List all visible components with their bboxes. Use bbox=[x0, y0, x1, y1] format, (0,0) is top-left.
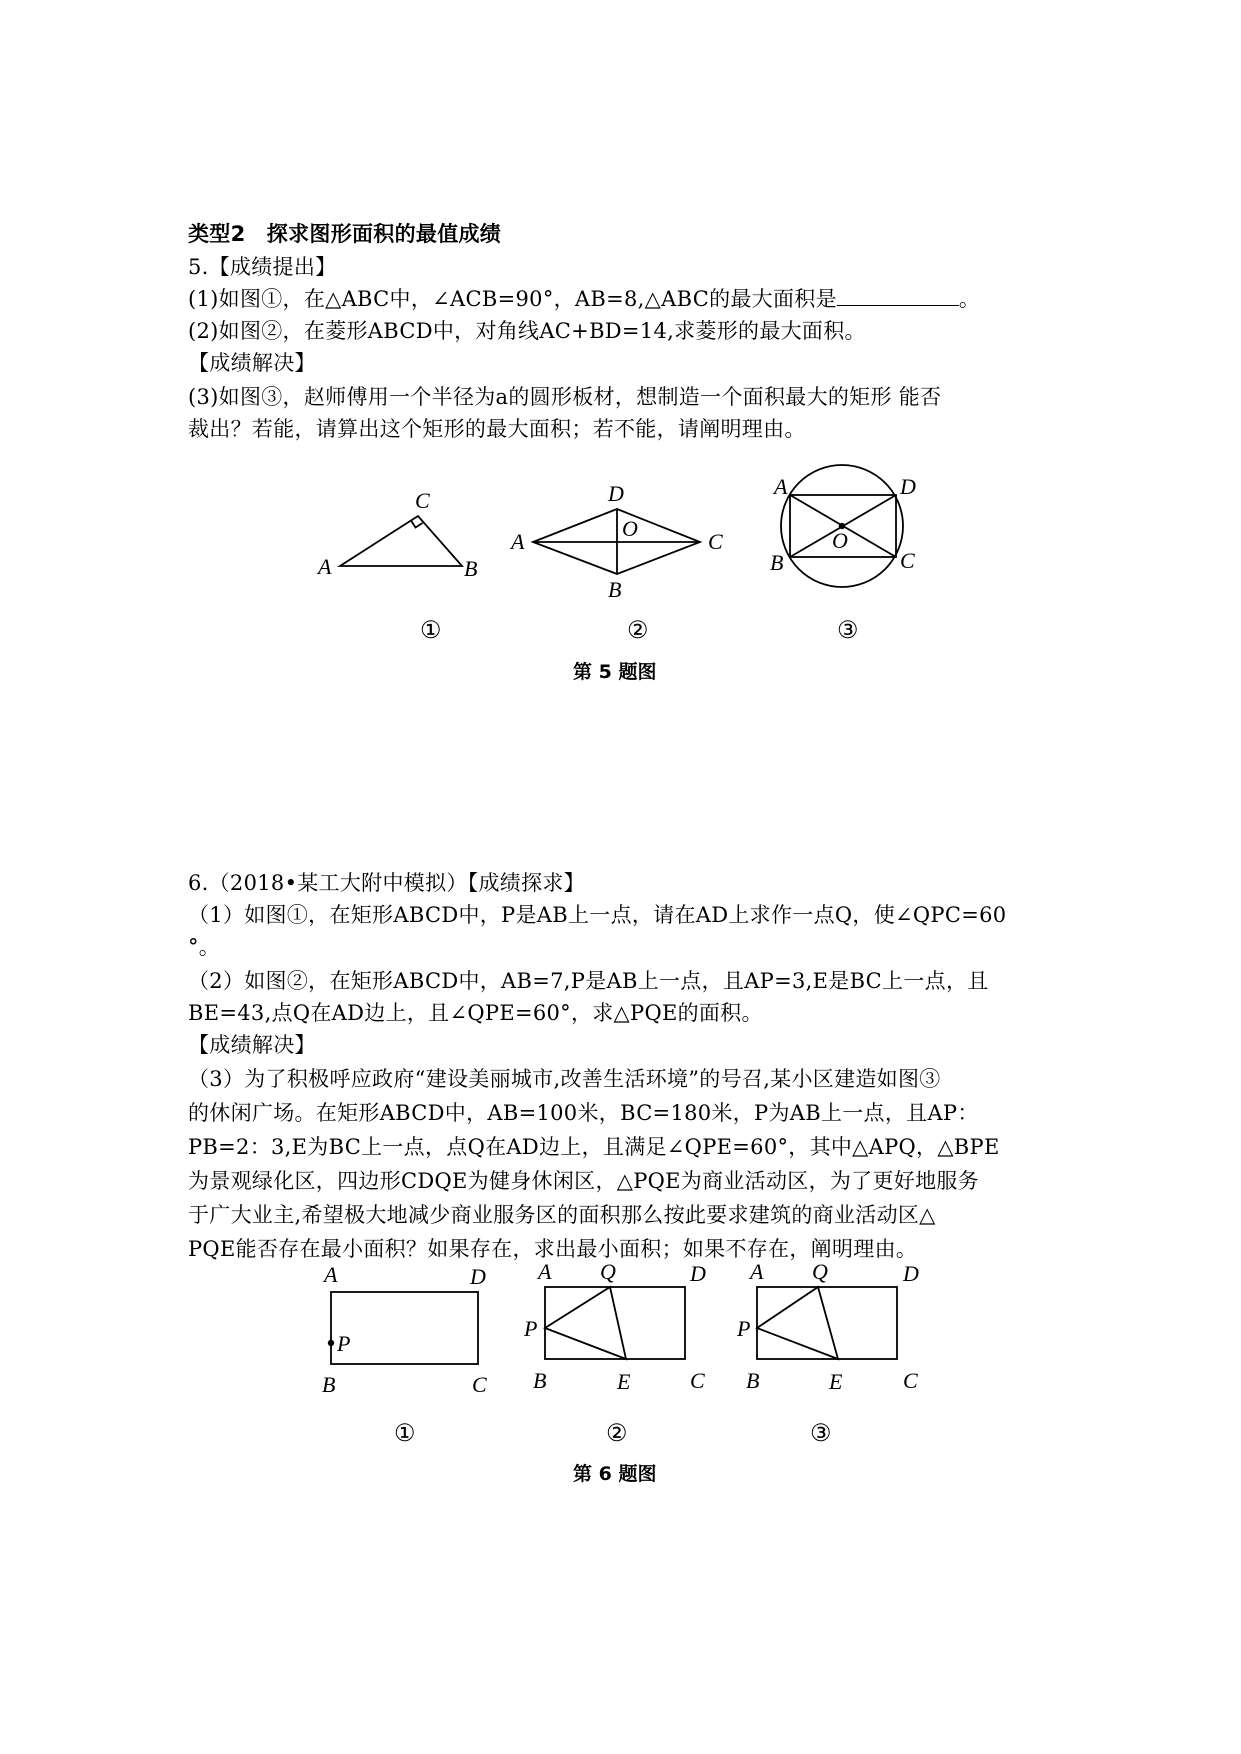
q6-f1-number: ① bbox=[394, 1421, 416, 1447]
q6-f3-label-e: E bbox=[829, 1369, 843, 1394]
q6-f3-label-q: Q bbox=[812, 1259, 828, 1284]
q5-f1-number: ① bbox=[420, 618, 442, 644]
q5-f2-label-o: O bbox=[622, 516, 638, 541]
q5-part1-text: (1)如图①，在△ABC中，∠ACB=90°，AB=8,△ABC的最大面积是 bbox=[188, 287, 837, 311]
q5-f3-label-d: D bbox=[900, 474, 916, 499]
q6-part1-line2: °。 bbox=[188, 935, 221, 959]
q6-caption: 第 6 题图 bbox=[573, 1463, 657, 1485]
q6-part2-line2: BE=43,点Q在AD边上，且∠QPE=60°，求△PQE的面积。 bbox=[188, 1001, 763, 1025]
q6-part3-line1: （3）为了积极呼应政府“建设美丽城市,改善生活环境”的号召,某小区建造如图③ bbox=[188, 1067, 941, 1091]
q6-part3-line6: PQE能否存在最小面积？如果存在，求出最小面积；如果不存在，阐明理由。 bbox=[188, 1237, 918, 1261]
q5-caption: 第 5 题图 bbox=[573, 661, 657, 683]
q6-f2-label-q: Q bbox=[600, 1259, 616, 1284]
q5-f1-label-c: C bbox=[415, 488, 430, 513]
q6-f3-label-a: A bbox=[750, 1259, 764, 1284]
q6-part3-line2: 的休闲广场。在矩形ABCD中，AB=100米，BC=180米，P为AB上一点，且AP： bbox=[188, 1101, 979, 1125]
q5-f3-label-b: B bbox=[770, 550, 784, 575]
q6-f2-label-e: E bbox=[617, 1369, 631, 1394]
rectangle-abcd bbox=[757, 1287, 897, 1359]
q6-f1-label-c: C bbox=[472, 1372, 487, 1397]
q5-f2-label-c: C bbox=[708, 529, 723, 554]
q6-figure-1 bbox=[331, 1292, 478, 1364]
q5-f2-label-b: B bbox=[608, 577, 622, 602]
point-p bbox=[328, 1340, 334, 1346]
section-title: 类型2 探求图形面积的最值成绩 bbox=[188, 222, 502, 246]
q6-part2-line1: （2）如图②，在矩形ABCD中，AB=7,P是AB上一点，且AP=3,E是BC上一点，且 bbox=[188, 969, 989, 993]
q5-f3-label-o: O bbox=[832, 528, 848, 553]
q6-f3-label-p: P bbox=[737, 1316, 751, 1341]
q6-f1-label-b: B bbox=[322, 1372, 336, 1397]
q6-figure-2 bbox=[545, 1287, 685, 1359]
rectangle-abcd bbox=[545, 1287, 685, 1359]
q6-f3-label-b: B bbox=[746, 1368, 760, 1393]
q6-f2-label-p: P bbox=[524, 1316, 538, 1341]
q6-f1-label-d: D bbox=[470, 1264, 486, 1289]
q6-f2-label-c: C bbox=[690, 1368, 705, 1393]
triangle-pqe bbox=[545, 1287, 626, 1359]
q5-head: 5.【成绩提出】 bbox=[188, 255, 337, 279]
rectangle-abcd bbox=[331, 1292, 478, 1364]
q6-f2-label-a: A bbox=[538, 1259, 552, 1284]
q6-head: 6.（2018•某工大附中模拟）【成绩探求】 bbox=[188, 871, 585, 895]
q6-f2-label-d: D bbox=[690, 1261, 706, 1286]
q5-part3-line1: (3)如图③，赵师傅用一个半径为a的圆形板材，想制造一个面积最大的矩形 能否 bbox=[188, 385, 942, 409]
q6-solve-head: 【成绩解决】 bbox=[188, 1033, 316, 1057]
q5-part1-end: 。 bbox=[958, 287, 981, 311]
q5-f2-label-d: D bbox=[608, 481, 624, 506]
q5-f2-number: ② bbox=[627, 618, 649, 644]
q6-part3-line4: 为景观绿化区，四边形CDQE为健身休闲区，△PQE为商业活动区，为了更好地服务 bbox=[188, 1169, 979, 1193]
q5-part2: (2)如图②，在菱形ABCD中，对角线AC+BD=14,求菱形的最大面积。 bbox=[188, 319, 866, 343]
q6-f3-number: ③ bbox=[810, 1421, 832, 1447]
q6-f2-number: ② bbox=[606, 1421, 628, 1447]
triangle-pqe bbox=[757, 1287, 838, 1359]
q5-f3-label-a: A bbox=[774, 474, 788, 499]
q6-f3-label-c: C bbox=[903, 1368, 918, 1393]
q5-f1-label-a: A bbox=[318, 554, 332, 579]
q6-f1-label-p: P bbox=[337, 1331, 351, 1356]
q5-solve-head: 【成绩解决】 bbox=[188, 351, 316, 375]
q6-f3-label-d: D bbox=[903, 1261, 919, 1286]
q6-figure-3 bbox=[757, 1287, 897, 1359]
q5-part3-line2: 裁出？若能，请算出这个矩形的最大面积；若不能，请阐明理由。 bbox=[188, 417, 806, 441]
q6-part3-line3: PB=2：3,E为BC上一点，点Q在AD边上，且满足∠QPE=60°，其中△APQ，△BPE bbox=[188, 1135, 1000, 1159]
q5-f2-label-a: A bbox=[511, 529, 525, 554]
q6-part3-line5: 于广大业主,希望极大地减少商业服务区的面积那么按此要求建筑的商业活动区△ bbox=[188, 1203, 936, 1227]
q6-f1-label-a: A bbox=[324, 1262, 338, 1287]
q6-f2-label-b: B bbox=[533, 1368, 547, 1393]
q5-f1-label-b: B bbox=[464, 556, 478, 581]
q6-part1-line1: （1）如图①，在矩形ABCD中，P是AB上一点，请在AD上求作一点Q，使∠QPC=60 bbox=[188, 903, 1007, 927]
q5-f3-label-c: C bbox=[900, 548, 915, 573]
q5-f3-number: ③ bbox=[837, 618, 859, 644]
